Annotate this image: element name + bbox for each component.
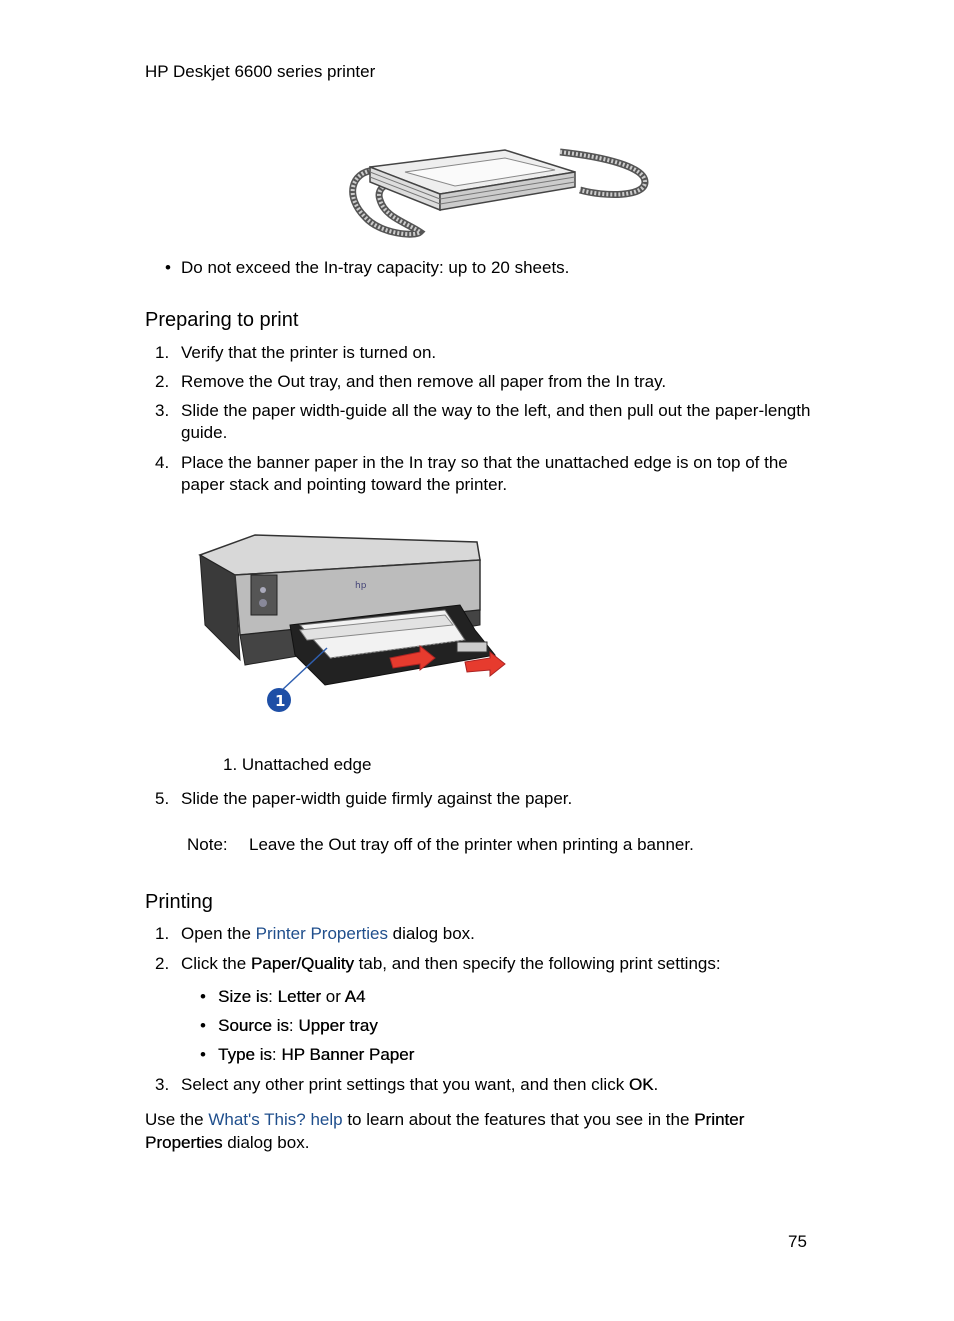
note-text: Leave the Out tray off of the printer when printing a banner. xyxy=(249,835,694,854)
text-run: : xyxy=(268,987,278,1006)
bullet-text: Do not exceed the In-tray capacity: up to 20 sheets. xyxy=(181,258,570,277)
section-heading-printing: Printing xyxy=(145,891,213,913)
bullet-dot: • xyxy=(165,258,171,277)
setting-value: HP Banner Paper xyxy=(281,1045,415,1064)
text-run: dialog box. xyxy=(222,1133,310,1152)
step-text xyxy=(181,953,815,975)
setting-label: Type is xyxy=(218,1045,272,1064)
bullet-dot: • xyxy=(200,987,206,1006)
step-number: 2. xyxy=(155,372,170,391)
step-text: Verify that the printer is turned on. xyxy=(181,343,437,362)
bullet-dot: • xyxy=(200,1045,206,1064)
text-run: Open the xyxy=(181,924,256,943)
list-item xyxy=(155,923,815,945)
text-run: dialog box. xyxy=(387,924,475,943)
banner-paper-illustration xyxy=(345,142,655,242)
list-item xyxy=(155,1074,815,1096)
text-run: Select any other print settings that you want, and then click xyxy=(181,1075,629,1094)
step-number: 4. xyxy=(155,453,170,472)
text-run: or xyxy=(321,987,345,1006)
step-text xyxy=(181,923,815,945)
printer-illustration xyxy=(195,530,515,720)
text-run: : xyxy=(271,1045,282,1064)
setting-item xyxy=(200,1016,378,1036)
text-run: . xyxy=(653,1075,659,1094)
list-item xyxy=(155,788,815,810)
text-run: Click the xyxy=(181,954,251,973)
list-item xyxy=(155,400,815,444)
text-run: tab, and then specify the following print settings: xyxy=(353,954,721,973)
setting-value: A4 xyxy=(344,987,366,1006)
callout-number: 1 xyxy=(275,692,286,710)
closing-paragraph xyxy=(145,1108,815,1154)
step-text xyxy=(181,1074,815,1096)
bullet-dot: • xyxy=(200,1016,206,1035)
svg-text:hp: hp xyxy=(355,581,367,591)
bullet-item xyxy=(165,258,569,278)
list-item xyxy=(155,371,815,393)
step-number: 3. xyxy=(155,1075,170,1094)
ui-term: OK xyxy=(628,1075,654,1094)
page-number: 75 xyxy=(788,1232,807,1251)
step-number: 3. xyxy=(155,401,170,420)
printer-properties-link[interactable]: Printer Properties xyxy=(255,924,388,943)
step-number: 1. xyxy=(155,343,170,362)
step-number: 1. xyxy=(155,924,170,943)
setting-value: Letter xyxy=(277,987,322,1006)
note xyxy=(187,835,694,855)
figure-caption: 1. Unattached edge xyxy=(223,755,372,774)
text-run: : xyxy=(288,1016,299,1035)
list-item xyxy=(155,342,815,364)
setting-item xyxy=(200,987,365,1007)
text-run: to learn about the features that you see in the xyxy=(342,1110,695,1129)
step-text: Slide the paper-width guide firmly against the paper. xyxy=(181,789,573,808)
list-item xyxy=(155,953,815,975)
text-run: Use the xyxy=(145,1110,209,1129)
section-heading-preparing: Preparing to print xyxy=(145,309,299,331)
ui-term: Paper/Quality xyxy=(250,954,354,973)
ui-term: Printer Properties xyxy=(145,1110,745,1152)
setting-label: Size is xyxy=(218,987,269,1006)
running-header: HP Deskjet 6600 series printer xyxy=(145,62,376,81)
list-item xyxy=(155,452,815,496)
whats-this-help-link[interactable]: What's This? help xyxy=(208,1110,343,1129)
step-text: Slide the paper width-guide all the way to the left, and then pull out the paper-length guide. xyxy=(181,401,811,442)
setting-value: Upper tray xyxy=(298,1016,378,1035)
step-number: 5. xyxy=(155,789,170,808)
step-text: Remove the Out tray, and then remove all paper from the In tray. xyxy=(181,372,667,391)
setting-item xyxy=(200,1045,414,1065)
setting-label: Source is xyxy=(218,1016,289,1035)
note-label: Note: xyxy=(187,835,228,854)
step-text: Place the banner paper in the In tray so that the unattached edge is on top of the paper stack and pointing toward the printer. xyxy=(181,453,788,494)
step-number: 2. xyxy=(155,954,170,973)
